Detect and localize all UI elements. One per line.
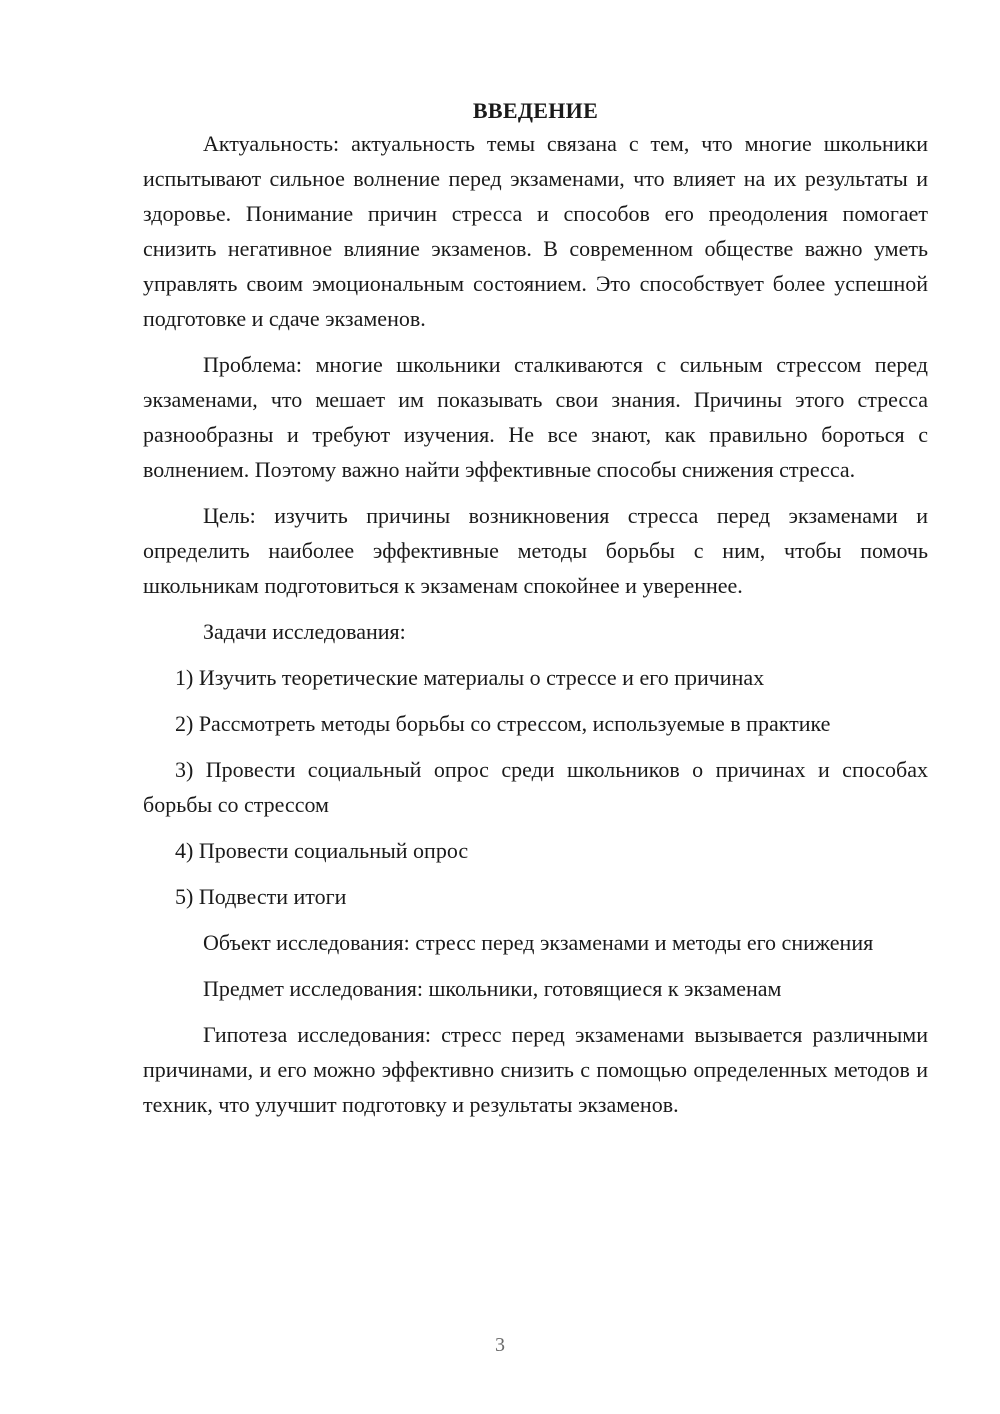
paragraph-hypothesis: Гипотеза исследования: стресс перед экзаменами вызывается различными причинами, и его можно эффективно снизить с помощью определенных методов и техник, что улучшит подготовку и результаты экзаменов.	[143, 1022, 928, 1117]
paragraph-problem: Проблема: многие школьники сталкиваются с сильным стрессом перед экзаменами, что мешает им показывать свои знания. Причины этого стресса разнообразны и требуют изучения. Не все знают, как правильно бороться с волнением. Поэтому важно найти эффективные способы снижения стресса.	[143, 352, 928, 482]
task-item: 5) Подвести итоги	[175, 884, 347, 909]
task-item: 1) Изучить теоретические материалы о стрессе и его причинах	[175, 665, 765, 690]
task-item: 3) Провести социальный опрос среди школьников о причинах и способах борьбы со стрессом	[143, 757, 928, 817]
document-page	[143, 96, 928, 1133]
paragraph-goal: Цель: изучить причины возникновения стресса перед экзаменами и определить наиболее эффективные методы борьбы с ним, чтобы помочь школьникам подготовиться к экзаменам спокойнее и увереннее.	[143, 503, 928, 598]
page-title: ВВЕДЕНИЕ	[472, 98, 599, 123]
tasks-heading: Задачи исследования:	[203, 619, 406, 644]
paragraph-subject: Предмет исследования: школьники, готовящиеся к экзаменам	[203, 976, 782, 1001]
task-item: 4) Провести социальный опрос	[175, 838, 469, 863]
paragraph-object: Объект исследования: стресс перед экзаменами и методы его снижения	[203, 930, 874, 955]
page-number: 3	[495, 1334, 505, 1356]
task-item: 2) Рассмотреть методы борьбы со стрессом, используемые в практике	[175, 711, 831, 736]
paragraph-relevance: Актуальность: актуальность темы связана с тем, что многие школьники испытывают сильное волнение перед экзаменами, что влияет на их результаты и здоровье. Понимание причин стресса и способов его преодоления помогает снизить негативное влияние экзаменов. В современном обществе важно уметь управлять своим эмоциональным состоянием. Это способствует более успешной подготовке и сдаче экзаменов.	[143, 131, 928, 331]
